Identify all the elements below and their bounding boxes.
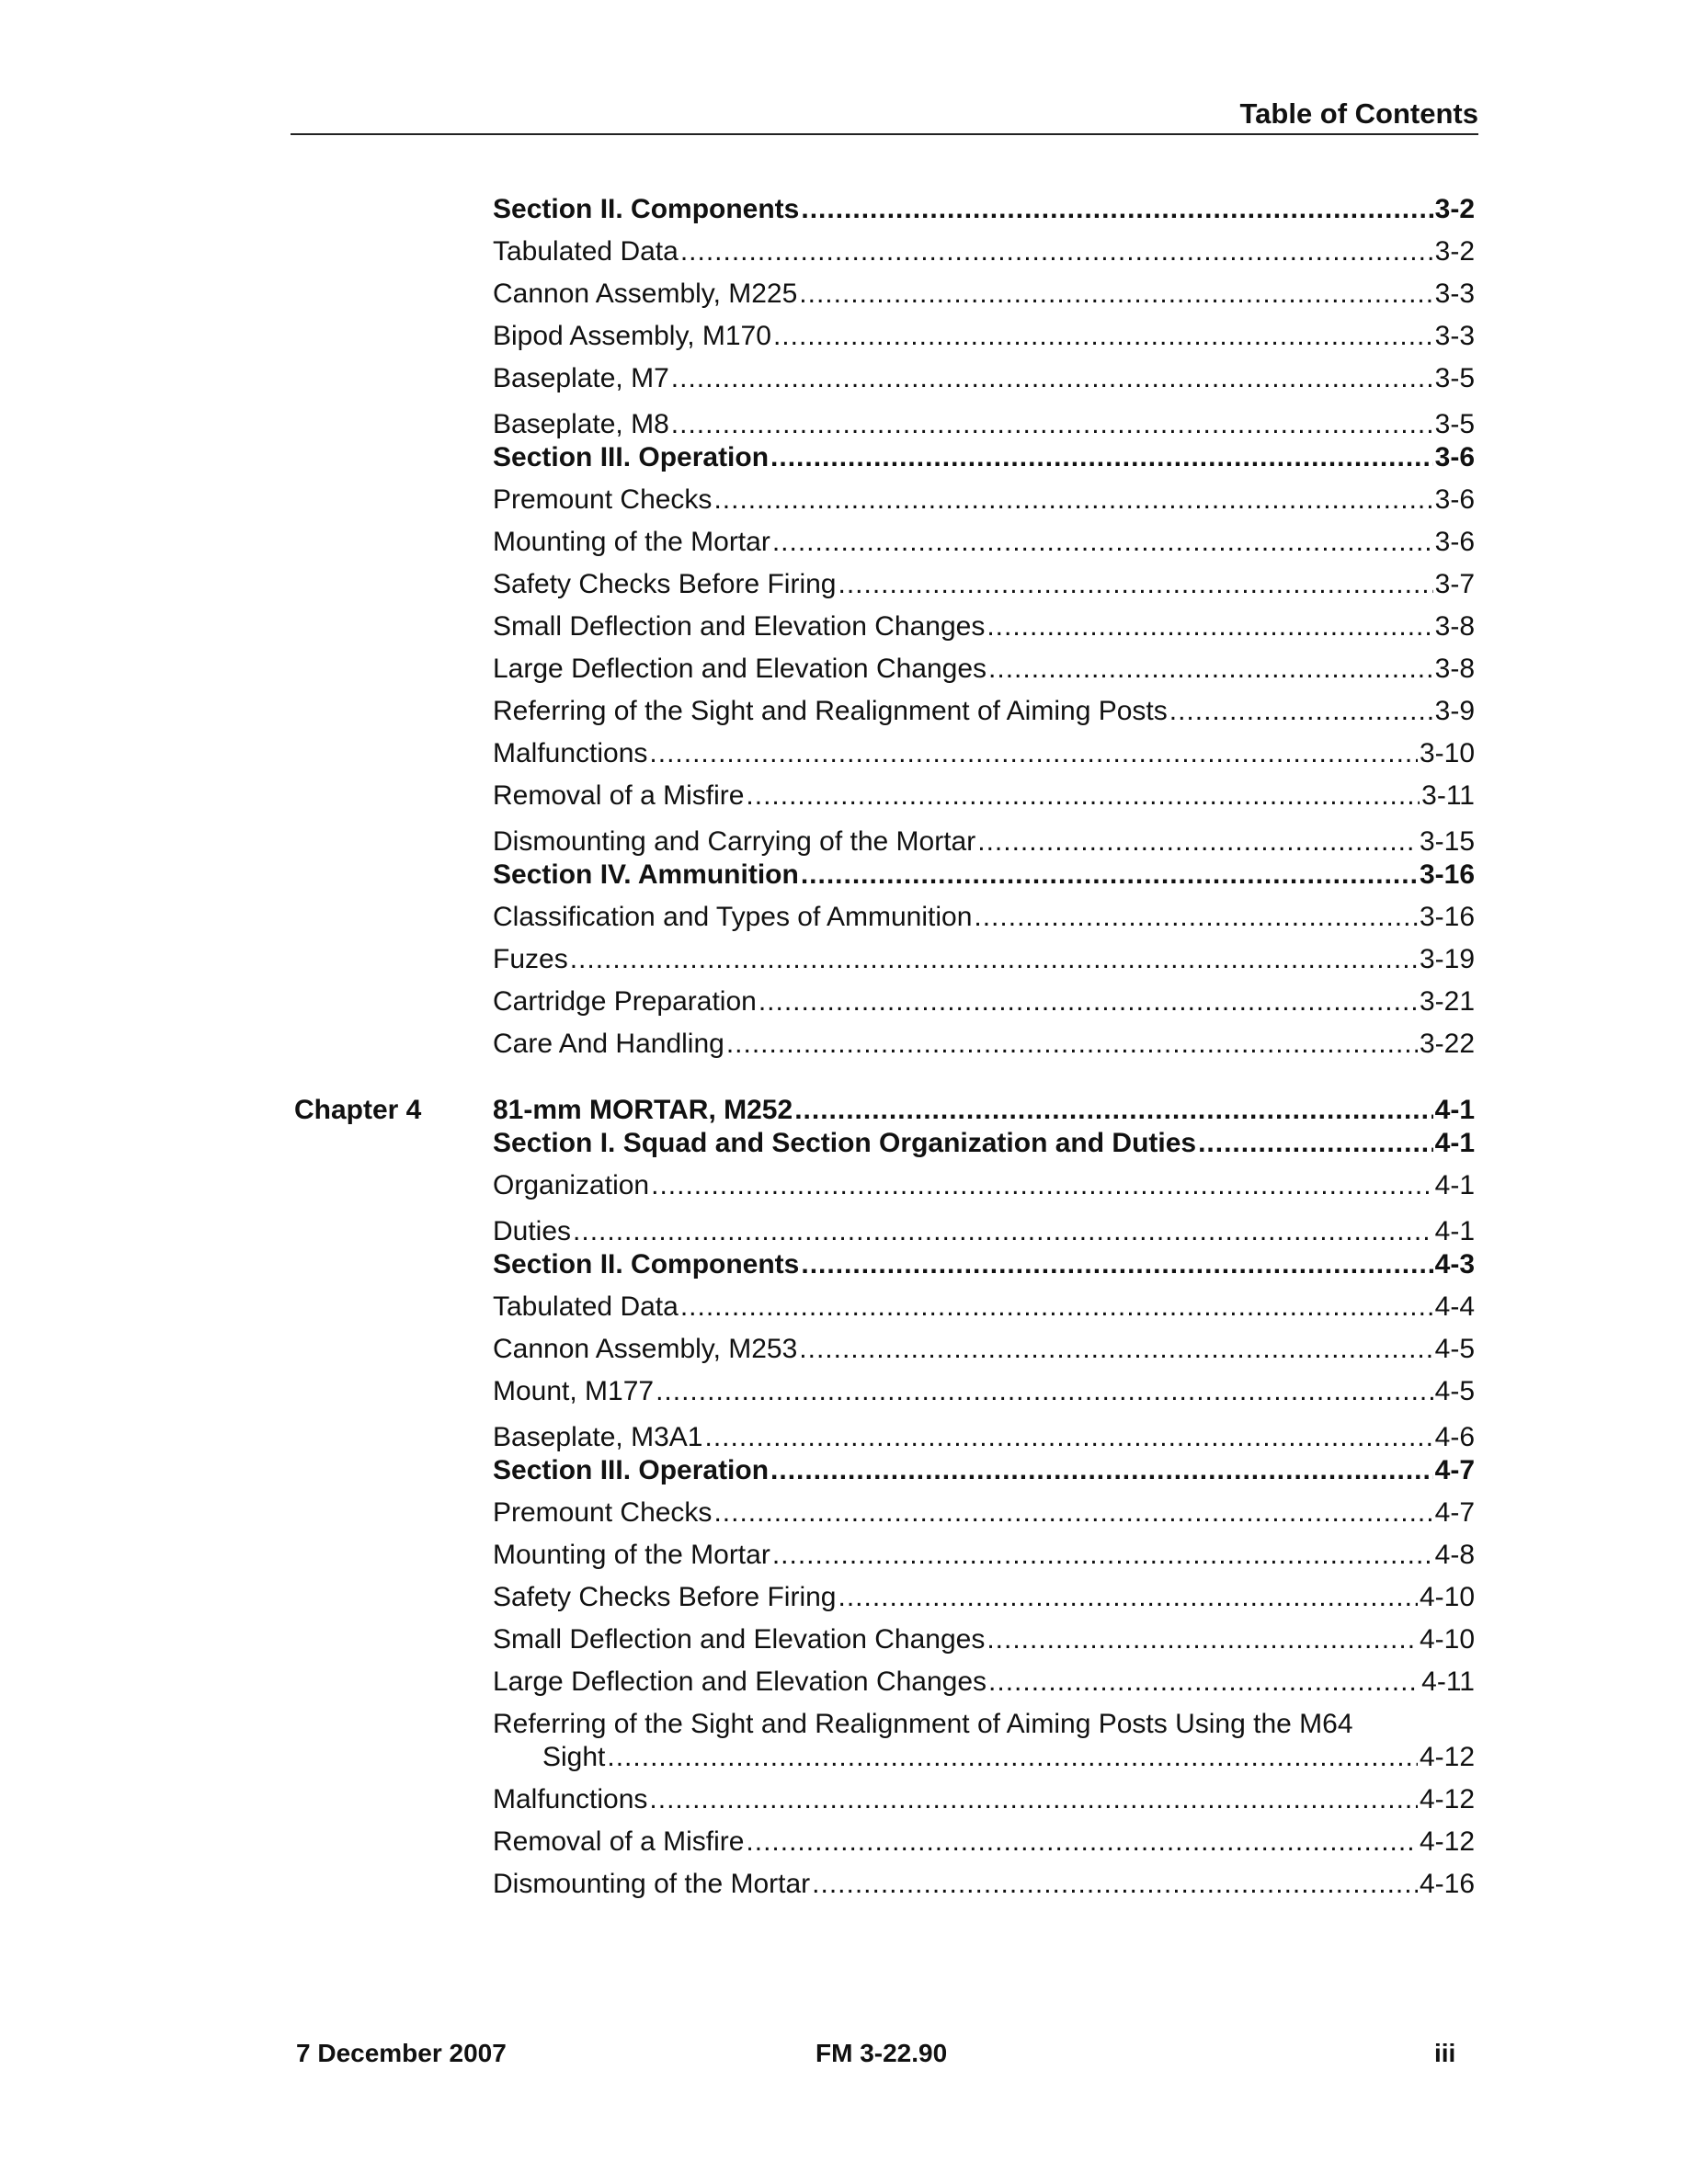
toc-entry-label: Premount Checks	[493, 1497, 713, 1528]
dot-leader	[987, 610, 1432, 643]
toc-entry-page: 4-10	[1419, 1582, 1475, 1612]
dot-leader	[838, 568, 1433, 601]
toc-entry[interactable]	[493, 362, 1475, 404]
dot-leader	[772, 526, 1433, 559]
toc-entry[interactable]	[493, 568, 1475, 610]
dot-leader	[680, 235, 1433, 268]
toc-entry-label: Large Deflection and Elevation Changes	[493, 654, 987, 684]
toc-entry[interactable]	[493, 779, 1475, 822]
toc-entry-label: Dismounting of the Mortar	[493, 1869, 811, 1899]
toc-entry-page: 3-5	[1434, 363, 1475, 393]
toc-entry[interactable]	[493, 278, 1475, 320]
toc-entry-page: 4-1	[1434, 1128, 1475, 1158]
toc-entry[interactable]	[493, 526, 1475, 568]
toc-entry[interactable]	[493, 901, 1475, 943]
toc-entry[interactable]	[493, 441, 1475, 483]
toc-entry-label: Organization	[493, 1170, 650, 1200]
header-rule	[291, 133, 1478, 135]
dot-leader	[801, 859, 1418, 892]
toc-entry[interactable]	[493, 610, 1475, 653]
dot-leader	[794, 1094, 1432, 1127]
toc-entry-label: Baseplate, M3A1	[493, 1422, 703, 1452]
toc-entry-page: 4-8	[1434, 1540, 1475, 1570]
dot-leader	[649, 737, 1418, 770]
toc-entry[interactable]	[493, 193, 1475, 235]
toc-entry[interactable]	[493, 1496, 1475, 1539]
dot-leader	[799, 1333, 1432, 1366]
toc-entry[interactable]	[493, 320, 1475, 362]
toc-entry-page: 3-6	[1434, 442, 1475, 472]
toc-entry-page: 3-7	[1434, 569, 1475, 599]
dot-leader	[713, 483, 1432, 517]
toc-entry-page: 3-10	[1419, 738, 1475, 768]
toc-entry-page: 3-21	[1419, 986, 1475, 1017]
toc-entry-page: 4-6	[1434, 1422, 1475, 1452]
toc-entry[interactable]	[493, 859, 1475, 901]
footer-date: 7 December 2007	[296, 2039, 507, 2067]
toc-entry-page: 3-15	[1419, 826, 1475, 857]
dot-leader	[649, 1783, 1418, 1816]
toc-entry-page: 3-9	[1434, 696, 1475, 726]
toc-entry-label: Care And Handling	[493, 1029, 724, 1059]
toc-entry[interactable]	[493, 1783, 1475, 1826]
toc-entry-page: 3-3	[1434, 321, 1475, 351]
toc-entry-label: Premount Checks	[493, 484, 713, 515]
dot-leader	[988, 1666, 1420, 1699]
toc-entry[interactable]	[493, 1215, 1475, 1248]
dot-leader	[987, 1623, 1418, 1656]
toc-entry-page: 3-19	[1419, 944, 1475, 974]
dot-leader	[758, 985, 1418, 1018]
dot-leader	[838, 1581, 1418, 1614]
toc-entry-label: Mounting of the Mortar	[493, 527, 770, 557]
footer-page-number: iii	[1434, 2039, 1456, 2067]
table-of-contents	[0, 193, 1688, 1910]
dot-leader	[974, 901, 1418, 934]
toc-entry-page: 3-3	[1434, 279, 1475, 309]
running-head-title: Table of Contents	[1239, 97, 1478, 130]
toc-entry-page: 4-12	[1419, 1742, 1475, 1772]
toc-entry-page: 4-1	[1434, 1216, 1475, 1246]
toc-entry-label: Removal of a Misfire	[493, 1826, 745, 1857]
toc-entry-label: Removal of a Misfire	[493, 780, 745, 811]
toc-entry[interactable]	[493, 235, 1475, 278]
toc-entry-page: 3-6	[1434, 484, 1475, 515]
toc-entry-label: Baseplate, M8	[493, 409, 669, 439]
toc-entry[interactable]	[493, 1454, 1475, 1496]
toc-entry-page: 3-6	[1434, 527, 1475, 557]
toc-entry-label: Small Deflection and Elevation Changes	[493, 1624, 986, 1655]
page-footer	[0, 2035, 1688, 2072]
toc-entry[interactable]	[493, 1028, 1475, 1070]
toc-entry-label: Section III. Operation	[493, 442, 770, 472]
toc-entry-label: Section II. Components	[493, 194, 800, 224]
toc-entry[interactable]	[493, 1333, 1475, 1375]
dot-leader	[746, 779, 1420, 813]
toc-entry-wrapped[interactable]	[493, 1708, 1475, 1783]
toc-entry-label: Cannon Assembly, M253	[493, 1334, 798, 1364]
dot-leader	[704, 1421, 1432, 1454]
toc-entry[interactable]	[493, 1248, 1475, 1291]
toc-entry-label: 81-mm MORTAR, M252	[493, 1095, 793, 1125]
dot-leader	[656, 1375, 1433, 1408]
toc-entry-page: 4-5	[1434, 1376, 1475, 1406]
toc-entry-label: Baseplate, M7	[493, 363, 669, 393]
dot-leader	[977, 825, 1418, 859]
dot-leader	[726, 1028, 1418, 1061]
toc-entry-label: Referring of the Sight and Realignment of Aiming Posts	[493, 696, 1168, 726]
dot-leader	[801, 1248, 1432, 1281]
toc-entry-label: Section II. Components	[493, 1249, 800, 1280]
toc-entry-page: 3-2	[1434, 236, 1475, 267]
toc-entry[interactable]	[493, 943, 1475, 985]
toc-entry-label: Dismounting and Carrying of the Mortar	[493, 826, 976, 857]
dot-leader	[772, 1539, 1433, 1572]
toc-entry-page: 3-16	[1419, 859, 1475, 890]
toc-entry-page: 3-8	[1434, 654, 1475, 684]
chapter-label: Chapter 4	[294, 1095, 422, 1125]
toc-entry-page: 4-1	[1434, 1170, 1475, 1200]
toc-entry-label: Classification and Types of Ammunition	[493, 902, 973, 932]
toc-entry-label: Mounting of the Mortar	[493, 1540, 770, 1570]
toc-entry-label: Duties	[493, 1216, 572, 1246]
toc-entry-label: Section IV. Ammunition	[493, 859, 799, 890]
dot-leader	[801, 193, 1432, 226]
dot-leader	[671, 408, 1433, 441]
dot-leader	[746, 1826, 1418, 1859]
toc-entry-label: Cannon Assembly, M225	[493, 279, 798, 309]
toc-entry-page: 4-4	[1434, 1291, 1475, 1322]
toc-entry[interactable]	[493, 1539, 1475, 1581]
toc-entry-label: Malfunctions	[493, 1784, 648, 1814]
toc-entry[interactable]	[493, 1826, 1475, 1868]
toc-entry[interactable]	[493, 985, 1475, 1028]
toc-entry[interactable]	[493, 1421, 1475, 1454]
toc-entry[interactable]	[493, 695, 1475, 737]
toc-chapter-entry[interactable]	[294, 1094, 1475, 1127]
dot-leader	[799, 278, 1432, 311]
dot-leader	[1198, 1127, 1433, 1160]
toc-entry[interactable]	[493, 653, 1475, 695]
toc-entry-label-line1: Referring of the Sight and Realignment of Aiming Posts Using the M64	[493, 1709, 1353, 1739]
toc-entry-page: 4-3	[1434, 1249, 1475, 1280]
toc-entry-label: Fuzes	[493, 944, 568, 974]
toc-entry-label: Safety Checks Before Firing	[493, 1582, 837, 1612]
toc-entry[interactable]	[493, 1868, 1475, 1910]
toc-entry-page: 4-11	[1421, 1666, 1475, 1697]
toc-entry[interactable]	[493, 825, 1475, 859]
dot-leader	[770, 441, 1433, 474]
dot-leader	[651, 1169, 1433, 1202]
dot-leader	[713, 1496, 1432, 1530]
toc-entry-page: 4-7	[1434, 1455, 1475, 1485]
toc-entry-page: 4-12	[1419, 1784, 1475, 1814]
toc-entry[interactable]	[493, 1291, 1475, 1333]
toc-entry-label: Section I. Squad and Section Organization and Duties	[493, 1128, 1197, 1158]
toc-entry[interactable]	[493, 1581, 1475, 1623]
toc-entry[interactable]	[493, 737, 1475, 779]
toc-entry[interactable]	[493, 1666, 1475, 1708]
toc-entry-label: Tabulated Data	[493, 236, 679, 267]
toc-entry-label: Safety Checks Before Firing	[493, 569, 837, 599]
toc-entry-label: Mount, M177	[493, 1376, 655, 1406]
dot-leader	[812, 1868, 1418, 1901]
toc-entry-page: 3-5	[1434, 409, 1475, 439]
toc-entry-page: 3-16	[1419, 902, 1475, 932]
dot-leader	[671, 362, 1433, 395]
dot-leader	[607, 1741, 1418, 1774]
dot-leader	[570, 943, 1418, 976]
toc-entry[interactable]	[493, 1375, 1475, 1417]
toc-entry[interactable]	[493, 408, 1475, 441]
dot-leader	[773, 320, 1433, 353]
toc-entry[interactable]	[493, 1169, 1475, 1211]
toc-entry-page: 3-2	[1434, 194, 1475, 224]
toc-entry-page: 4-1	[1434, 1095, 1475, 1125]
toc-entry-continuation	[493, 1741, 1475, 1783]
toc-entry[interactable]	[493, 1623, 1475, 1666]
toc-entry-label: Malfunctions	[493, 738, 648, 768]
dot-leader	[1169, 695, 1433, 728]
toc-entry[interactable]	[493, 1127, 1475, 1169]
dot-leader	[573, 1215, 1433, 1248]
dot-leader	[770, 1454, 1433, 1487]
footer-manual-number: FM 3-22.90	[815, 2039, 948, 2067]
toc-entry[interactable]	[493, 483, 1475, 526]
toc-entry-page: 3-22	[1419, 1029, 1475, 1059]
toc-entry-label-line2: Sight	[542, 1742, 606, 1772]
toc-entry-label: Large Deflection and Elevation Changes	[493, 1666, 987, 1697]
toc-entry-label: Cartridge Preparation	[493, 986, 757, 1017]
toc-entry-page: 4-10	[1419, 1624, 1475, 1655]
toc-entry-page: 4-7	[1434, 1497, 1475, 1528]
toc-entry-page: 4-5	[1434, 1334, 1475, 1364]
toc-entry-page: 3-8	[1434, 611, 1475, 642]
toc-entry-label: Tabulated Data	[493, 1291, 679, 1322]
toc-entry-label: Bipod Assembly, M170	[493, 321, 771, 351]
toc-entry-page: 3-11	[1421, 780, 1475, 811]
toc-entry-label: Section III. Operation	[493, 1455, 770, 1485]
dot-leader	[988, 653, 1433, 686]
toc-entry-page: 4-12	[1419, 1826, 1475, 1857]
toc-entry-label: Small Deflection and Elevation Changes	[493, 611, 986, 642]
toc-entry-page: 4-16	[1419, 1869, 1475, 1899]
dot-leader	[680, 1291, 1433, 1324]
